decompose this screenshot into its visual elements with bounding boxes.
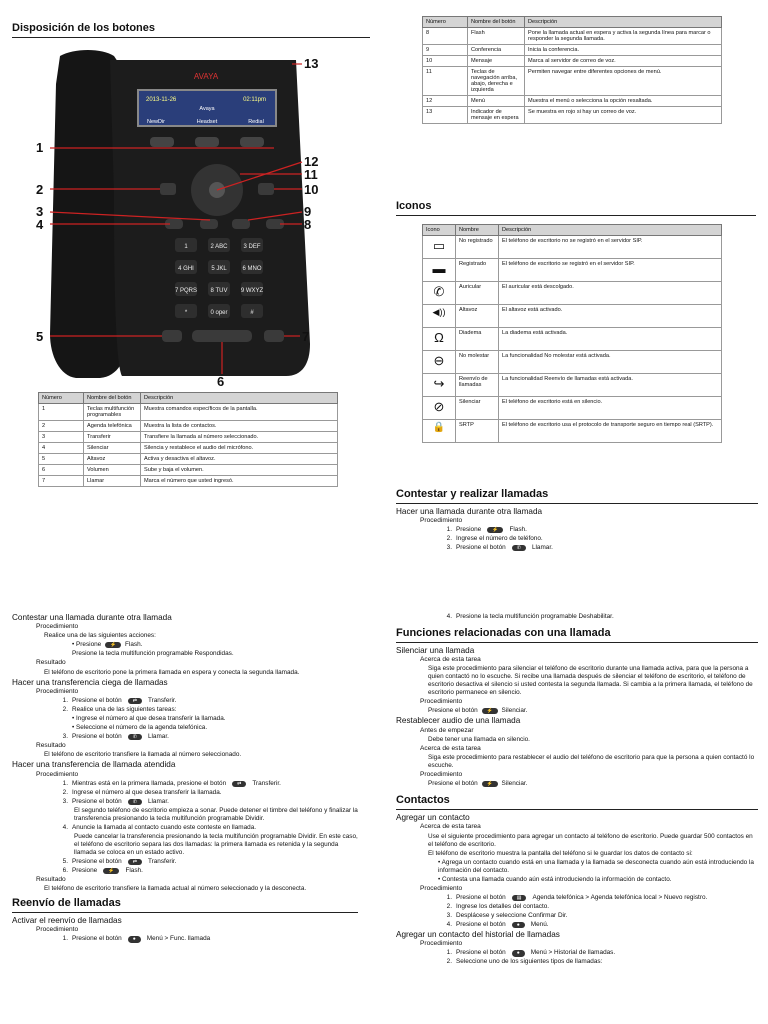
text: Llamar. xyxy=(147,797,169,805)
th-name: Nombre del botón xyxy=(84,393,141,404)
contacts-title: Contactos xyxy=(396,794,758,810)
menu-button-icon: ● xyxy=(512,950,525,956)
softkey-label-2: Headset xyxy=(196,119,218,125)
text: Presione el botón xyxy=(428,707,478,715)
text: Presione el botón xyxy=(456,893,506,901)
bullet-flash: • Presione ⚡ Flash. xyxy=(72,641,143,649)
phone-illustration xyxy=(10,44,330,388)
text: Mientras está en la primera llamada, presione el botón xyxy=(72,779,227,787)
table-row xyxy=(423,420,722,443)
cell: La diadema está activada. xyxy=(499,328,722,351)
cell: No molestar xyxy=(456,351,499,374)
cell: Auricular xyxy=(456,282,499,305)
table-row xyxy=(423,259,722,282)
before-label: Antes de empezar xyxy=(420,726,474,734)
key-4: 4 GHI xyxy=(178,266,194,272)
text: Ingrese los detalles del contacto. xyxy=(456,902,550,910)
table-row xyxy=(39,404,338,421)
icons-heading xyxy=(396,200,756,219)
related-title: Funciones relacionadas con una llamada xyxy=(396,627,758,643)
cell: Llamar xyxy=(84,476,141,487)
transfer-button-icon: ⇄ xyxy=(128,859,142,865)
text: Presione el botón xyxy=(72,935,122,943)
headset-icon: Ω xyxy=(423,328,456,351)
th-desc: Descripción xyxy=(141,393,338,404)
cell: Muestra el menú o selecciona la opción resaltada. xyxy=(525,96,722,107)
contacts-text-1: Use el siguiente procedimiento para agregar un contacto al teléfono de escritorio. Puede guardar 500 contactos en el teléfono de escritorio. xyxy=(428,832,753,848)
key-8: 8 TUV xyxy=(210,288,228,294)
callout-8: 8 xyxy=(304,217,312,232)
text: Ingrese el número al que desea transferir la llamada. xyxy=(72,788,222,796)
proc-label: Procedimiento xyxy=(420,517,463,524)
table-row xyxy=(39,454,338,465)
icons-title: Iconos xyxy=(396,200,756,216)
cell: SRTP xyxy=(456,420,499,443)
button-table-1 xyxy=(38,392,338,487)
text: Ingrese el número al que desea transferir la llamada. xyxy=(76,715,226,723)
text: Agrega un contacto cuando está en una llamada y la llamada se desconecta cuando aún está introduciendo la información del contacto. xyxy=(438,858,754,874)
text: Transferir. xyxy=(147,697,177,705)
cell: 10 xyxy=(423,56,468,67)
text: Presione el botón xyxy=(72,857,122,865)
callout-2: 2 xyxy=(36,182,44,197)
callout-4: 4 xyxy=(36,217,44,232)
screen-time: 02:11pm xyxy=(243,97,266,103)
cell: El teléfono de escritorio no se registró en el servidor SIP. xyxy=(499,236,722,259)
text: Llamar. xyxy=(147,733,169,741)
text: Contesta una llamada cuando aún está introduciendo la información de contacto. xyxy=(442,875,672,883)
before-text: Debe tener una llamada en silencio. xyxy=(428,735,530,743)
cell: El altavoz está activado. xyxy=(499,305,722,328)
cell: Agenda telefónica xyxy=(84,421,141,432)
step: 4. Anuncie la llamada al contacto cuando este conteste en llamada. xyxy=(62,823,257,831)
result-label: Resultado xyxy=(36,659,66,667)
cell: Flash xyxy=(468,28,525,45)
call-forward-icon: ↪ xyxy=(423,374,456,397)
bullet-respond: Presione la tecla multifunción programable Respondidas. xyxy=(72,650,234,658)
table-row xyxy=(423,56,722,67)
cell: Conferencia xyxy=(468,45,525,56)
cell: Activa y desactiva el altavoz. xyxy=(141,454,338,465)
right-lower xyxy=(396,612,758,967)
th-desc: Descripción xyxy=(525,17,722,28)
cell: Mensaje xyxy=(468,56,525,67)
phonebook-button-icon: ▤ xyxy=(512,895,527,901)
answer-make-title: Contestar y realizar llamadas xyxy=(396,488,758,504)
mute-button-icon: ⚡ xyxy=(482,781,498,787)
table-row xyxy=(423,236,722,259)
th-number: Número xyxy=(39,393,84,404)
cell: Muestra la lista de contactos. xyxy=(141,421,338,432)
cell: Muestra comandos específicos de la pantalla. xyxy=(141,404,338,421)
key-3: 3 DEF xyxy=(243,244,261,250)
forward-title: Reenvío de llamadas xyxy=(12,897,358,913)
cell: 12 xyxy=(423,96,468,107)
result-text: El teléfono de escritorio transfiere la llamada actual al número seleccionado y la desconecta. xyxy=(44,885,307,893)
result-label: Resultado xyxy=(36,875,66,883)
text: Anuncie la llamada al contacto cuando este conteste en llamada. xyxy=(72,823,257,831)
flash-button-icon: ⚡ xyxy=(105,642,121,648)
about-label: Acerca de esta tarea xyxy=(420,656,481,663)
cell: Teclas multifunción programables xyxy=(84,404,141,421)
cell: Sube y baja el volumen. xyxy=(141,465,338,476)
restore-step xyxy=(428,780,758,788)
text: Presione la tecla multifunción programable Deshabilitar. xyxy=(456,613,614,620)
th-number: Número xyxy=(423,17,468,28)
handset-icon: ✆ xyxy=(423,282,456,305)
callout-12: 12 xyxy=(304,154,319,169)
icon-table xyxy=(422,224,722,443)
srtp-icon: 🔒 xyxy=(423,420,456,443)
cell: Registrado xyxy=(456,259,499,282)
bullet: • Agrega un contacto cuando está en una llamada y la llamada se desconecta cuando aún está introduciendo la información del contacto. xyxy=(438,858,754,874)
call-button-icon: ✆ xyxy=(128,799,142,805)
step: 3. Desplácese y seleccione Confirmar Dir. xyxy=(446,911,568,919)
left-column xyxy=(12,22,370,41)
cell: Altavoz xyxy=(456,305,499,328)
monitor-unregistered-icon: ▭ xyxy=(423,236,456,259)
text: Silenciar. xyxy=(501,707,528,715)
key-1: 1 xyxy=(184,244,188,250)
key-9: 9 WXYZ xyxy=(240,288,264,294)
menu-button-icon: ● xyxy=(128,936,141,942)
cell: Silenciar xyxy=(456,397,499,420)
key-5: 5 JKL xyxy=(211,266,227,272)
result-label: Resultado xyxy=(36,742,66,750)
step: 5. Presione el botón ⇄ Transferir. xyxy=(62,857,177,865)
step: 2. Ingrese el número de teléfono. xyxy=(446,535,543,543)
callout-3: 3 xyxy=(36,204,44,219)
callout-5: 5 xyxy=(36,329,44,344)
table-row xyxy=(39,476,338,487)
restore-text: Siga este procedimiento para restablecer el audio del teléfono de escritorio para que la persona a quien contactó lo escuche. xyxy=(428,754,755,770)
restore-title: Restablecer audio de una llamada xyxy=(396,716,521,726)
key-6: 6 MNO xyxy=(242,266,262,272)
table-header xyxy=(423,225,722,236)
step: 2. Realice una de las siguientes tareas: xyxy=(62,706,177,714)
softkey-label-1: NewDir xyxy=(146,119,166,125)
step-note: El segundo teléfono de escritorio empieza a sonar. Puede detener el timbre del teléfono y finalizar la transferencia presionando la tecla multifunción programable Dividir. xyxy=(74,806,358,822)
step: 1. Mientras está en la primera llamada, presione el botón ⇄ Transferir. xyxy=(62,779,281,787)
bullet: • Seleccione el número de la agenda telefónica. xyxy=(72,724,208,732)
text: Silenciar. xyxy=(501,780,528,788)
callout-7: 7 xyxy=(302,329,310,344)
callout-9: 9 xyxy=(304,204,312,219)
step: 2. Ingrese los detalles del contacto. xyxy=(446,902,550,910)
text: Presione el botón xyxy=(72,797,122,805)
th-icon: Icono xyxy=(423,225,456,236)
cell: 2 xyxy=(39,421,84,432)
cell: Silenciar xyxy=(84,443,141,454)
intro-text: Realice una de las siguientes acciones: xyxy=(44,632,156,640)
cell: Marca al servidor de correo de voz. xyxy=(525,56,722,67)
step: 1. Presione el botón ● Menú > Historial de llamadas. xyxy=(446,949,616,957)
text: Flash. xyxy=(509,526,527,534)
text: Llamar. xyxy=(531,544,553,552)
about-label: Acerca de esta tarea xyxy=(420,823,481,831)
cell: No registrado xyxy=(456,236,499,259)
result-text: El teléfono de escritorio transfiere la llamada al número seleccionado. xyxy=(44,751,242,759)
cell: 6 xyxy=(39,465,84,476)
mute-step xyxy=(428,707,758,715)
table-row xyxy=(423,282,722,305)
proc-label: Procedimiento xyxy=(36,926,79,934)
table-row xyxy=(423,305,722,328)
table-row xyxy=(39,432,338,443)
mute-title: Silenciar una llamada xyxy=(396,645,475,655)
cell: La funcionalidad No molestar está activada. xyxy=(499,351,722,374)
text: Flash. xyxy=(125,866,143,874)
step: 3. Presione el botón ✆ Llamar. xyxy=(62,733,169,741)
text: Presione el botón xyxy=(456,920,506,928)
cell: Silencia y restablece el audio del micrófono. xyxy=(141,443,338,454)
table-row xyxy=(423,351,722,374)
cell: El teléfono de escritorio está en silencio. xyxy=(499,397,722,420)
flash-button-icon: ⚡ xyxy=(487,527,503,533)
table-header xyxy=(39,393,338,404)
mute-text: Siga este procedimiento para silenciar el teléfono de escritorio durante una llamada activa, para que la persona a quien contactó no lo escuche. Si recibe una llamada después de silenciar el teléfono de escritorio, el teléfono de escritorio desactiva el silencio si usted contesta la segunda llamada. Si cambia a la primera llamada, el teléfono de escritorio permanece en silencio. xyxy=(428,665,753,697)
monitor-registered-icon: ▬ xyxy=(423,259,456,282)
cell: Teclas de navegación arriba, abajo, derecha e izquierda xyxy=(468,67,525,96)
table-row xyxy=(39,465,338,476)
bullet: • Contesta una llamada cuando aún está introduciendo la información de contacto. xyxy=(438,875,672,883)
step-note: Puede cancelar la transferencia presionando la tecla multifunción programable Dividir. En este caso, el teléfono de escritorio separa las dos llamadas: la primera llamada es retenida y la segunda llamada se coloca en un estado activo. xyxy=(74,832,358,856)
phone-brand: AVAYA xyxy=(193,72,219,81)
text: Presione xyxy=(76,641,102,649)
key-hash: # xyxy=(250,310,254,316)
proc-label: Procedimiento xyxy=(420,771,463,779)
table-row xyxy=(423,328,722,351)
speaker-icon: ◀)) xyxy=(423,305,456,328)
screen-date: 2013-11-26 xyxy=(146,97,177,103)
text: Ingrese el número de teléfono. xyxy=(456,535,543,543)
callout-10: 10 xyxy=(304,182,319,197)
cell: La funcionalidad Reenvío de llamadas está activada. xyxy=(499,374,722,397)
callout-6: 6 xyxy=(217,374,225,388)
cell: 13 xyxy=(423,107,468,124)
key-7: 7 PQRS xyxy=(174,288,198,294)
cell: Reenvío de llamadas xyxy=(456,374,499,397)
screen-user: Avaya xyxy=(199,106,215,112)
about-label: Acerca de esta tarea xyxy=(420,744,481,752)
attended-title: Hacer una transferencia de llamada atendida xyxy=(12,760,176,770)
do-not-disturb-icon: ⊖ xyxy=(423,351,456,374)
cell: 5 xyxy=(39,454,84,465)
text: Menú > Historial de llamadas. xyxy=(530,949,616,957)
cell: Permiten navegar entre diferentes opciones de menú. xyxy=(525,67,722,96)
text: Presione xyxy=(456,526,482,534)
cell: 11 xyxy=(423,67,468,96)
proc-label: Procedimiento xyxy=(36,770,79,778)
answer-during-title: Contestar una llamada durante otra llamada xyxy=(12,613,172,622)
cell: Pone la llamada actual en espera y activa la segunda línea para marcar o responder la segunda llamada. xyxy=(525,28,722,45)
right-answer-make xyxy=(396,488,758,553)
text: Seleccione el número de la agenda telefónica. xyxy=(76,724,208,732)
table-row xyxy=(423,96,722,107)
cell: El auricular está descolgado. xyxy=(499,282,722,305)
mute-button-icon: ⚡ xyxy=(482,708,498,714)
table-row xyxy=(39,421,338,432)
th-desc: Descripción xyxy=(499,225,722,236)
table-row xyxy=(39,443,338,454)
text: Presione el botón xyxy=(72,697,122,705)
text: Flash. xyxy=(125,641,143,649)
callout-11: 11 xyxy=(304,167,318,182)
text: Presione el botón xyxy=(72,733,122,741)
step: 1. Presione el botón ▤ Agenda telefónica > Agenda telefónica local > Nuevo registro. xyxy=(446,893,708,901)
text: Desplácese y seleccione Confirmar Dir. xyxy=(456,911,568,919)
cell: 7 xyxy=(39,476,84,487)
step: 3. Presione el botón ✆ Llamar. xyxy=(62,797,169,805)
table-row xyxy=(423,374,722,397)
step: 6. Presione ⚡ Flash. xyxy=(62,866,143,874)
text: Presione el botón xyxy=(428,780,478,788)
cell: Se muestra en rojo si hay un correo de voz. xyxy=(525,107,722,124)
step: 1. Presione el botón ⇄ Transferir. xyxy=(62,697,177,705)
cell: Altavoz xyxy=(84,454,141,465)
table-row xyxy=(423,107,722,124)
callout-13: 13 xyxy=(304,56,319,71)
call-button-icon: ✆ xyxy=(128,734,142,740)
flash-button-icon: ⚡ xyxy=(103,868,119,874)
table-row xyxy=(423,28,722,45)
table-row xyxy=(423,45,722,56)
text: Transferir. xyxy=(252,779,281,787)
cell: Menú xyxy=(468,96,525,107)
text: Transferir. xyxy=(147,857,177,865)
text: Presione el botón xyxy=(456,544,506,552)
button-table-2 xyxy=(422,16,722,124)
step: 2. Ingrese el número al que desea transferir la llamada. xyxy=(62,788,222,796)
proc-label: Procedimiento xyxy=(36,623,79,631)
cell: 4 xyxy=(39,443,84,454)
text: Presione el botón xyxy=(456,949,506,957)
bullet: • Ingrese el número al que desea transferir la llamada. xyxy=(72,715,226,723)
cell: 9 xyxy=(423,45,468,56)
section-title-buttons: Disposición de los botones xyxy=(12,22,370,38)
step: 4. Presione el botón ● Menú. xyxy=(446,920,549,928)
text: Agenda telefónica > Agenda telefónica local > Nuevo registro. xyxy=(532,893,708,901)
cell: Diadema xyxy=(456,328,499,351)
key-0: 0 oper xyxy=(210,310,228,316)
call-button-icon: ✆ xyxy=(512,545,526,551)
softkey-label-3: Redial xyxy=(248,119,264,125)
step: 2. Seleccione uno de los siguientes tipos de llamadas: xyxy=(446,958,603,966)
proc-label: Procedimiento xyxy=(36,687,79,695)
th-name: Nombre xyxy=(456,225,499,236)
history-title: Agregar un contacto del historial de llamadas xyxy=(396,929,560,939)
step: 1. Presione el botón ● Menú > Func. llamada xyxy=(62,935,211,943)
table-header xyxy=(423,17,722,28)
blind-title: Hacer una transferencia ciega de llamadas xyxy=(12,677,168,687)
cell: Volumen xyxy=(84,465,141,476)
text: Realice una de las siguientes tareas: xyxy=(72,706,177,714)
add-contact-title: Agregar un contacto xyxy=(396,813,470,823)
key-star: * xyxy=(184,310,188,316)
cell: El teléfono de escritorio se registró en el servidor SIP. xyxy=(499,259,722,282)
text: Menú. xyxy=(530,920,549,928)
left-lower xyxy=(12,612,358,944)
result-text: El teléfono de escritorio pone la primera llamada en espera y conecta la segunda llamada. xyxy=(44,668,300,676)
cell: El teléfono de escritorio usa el protocolo de transporte seguro en tiempo real (SRTP). xyxy=(499,420,722,443)
transfer-button-icon: ⇄ xyxy=(128,698,142,704)
forward-sub: Activar el reenvío de llamadas xyxy=(12,915,122,925)
answer-make-sub: Hacer una llamada durante otra llamada xyxy=(396,506,543,516)
menu-button-icon: ● xyxy=(512,922,525,928)
text: Presione xyxy=(72,866,98,874)
text: Menú > Func. llamada xyxy=(146,935,211,943)
key-2: 2 ABC xyxy=(210,244,228,250)
cell: Inicia la conferencia. xyxy=(525,45,722,56)
step: 4. Presione la tecla multifunción programable Deshabilitar. xyxy=(446,613,614,620)
proc-label: Procedimiento xyxy=(420,884,463,892)
cell: Transferir xyxy=(84,432,141,443)
callout-1: 1 xyxy=(36,140,44,155)
text: Seleccione uno de los siguientes tipos de llamadas: xyxy=(456,958,603,966)
cell: Marca el número que usted ingresó. xyxy=(141,476,338,487)
table-row xyxy=(423,397,722,420)
proc-label: Procedimiento xyxy=(420,698,463,706)
cell: 1 xyxy=(39,404,84,421)
table-row xyxy=(423,67,722,96)
step: 1. Presione ⚡ Flash. xyxy=(446,526,527,534)
cell: 3 xyxy=(39,432,84,443)
th-name: Nombre del botón xyxy=(468,17,525,28)
cell: Indicador de mensaje en espera xyxy=(468,107,525,124)
step: 3. Presione el botón ✆ Llamar. xyxy=(446,544,553,552)
mute-icon: ⊘ xyxy=(423,397,456,420)
cell: Transfiere la llamada al número seleccionado. xyxy=(141,432,338,443)
contacts-text-2: El teléfono de escritorio muestra la pantalla del teléfono si le guardar los datos de contacto si: xyxy=(428,849,693,857)
proc-label: Procedimiento xyxy=(420,940,463,948)
cell: 8 xyxy=(423,28,468,45)
transfer-button-icon: ⇄ xyxy=(232,781,246,787)
